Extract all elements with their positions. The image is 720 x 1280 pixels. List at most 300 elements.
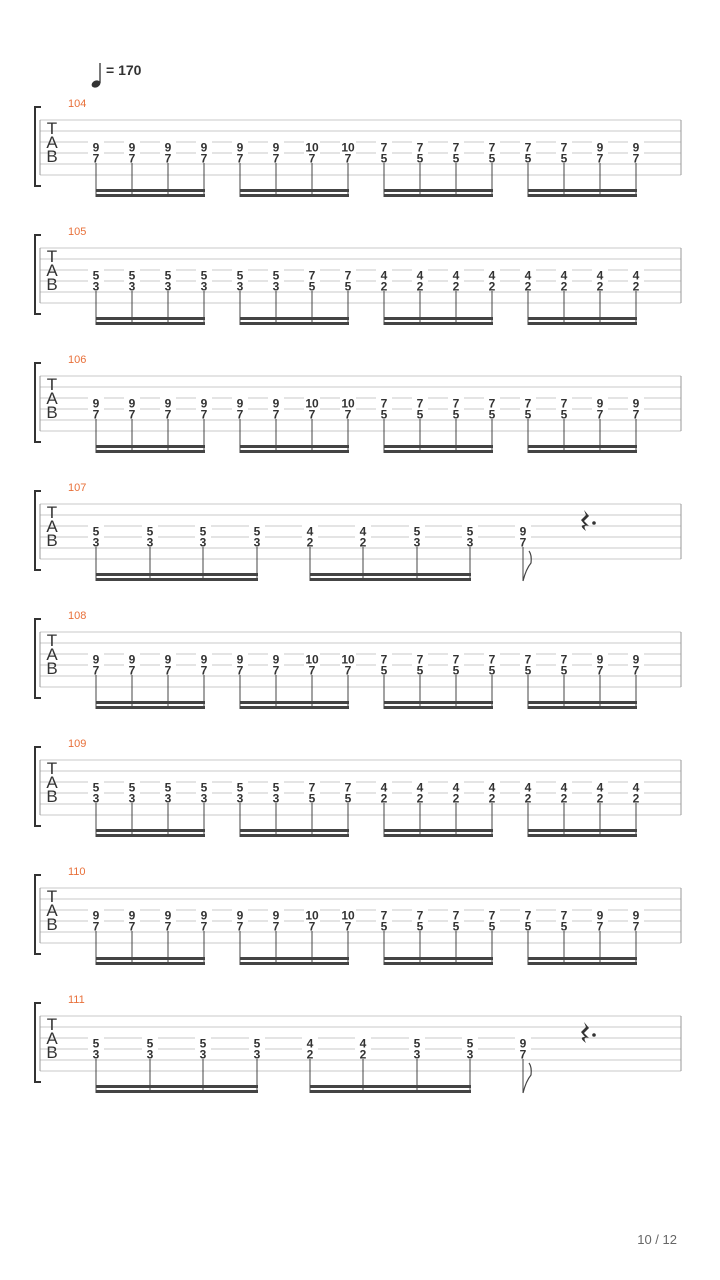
fret-number: 5: [560, 151, 568, 166]
beam: [240, 957, 349, 960]
fret-number: 9: [272, 652, 280, 667]
fret-number: 3: [92, 1047, 100, 1062]
tab-clef-letter: T: [46, 631, 58, 650]
fret-number: 5: [488, 663, 496, 678]
fret-number: 2: [359, 1047, 367, 1062]
fret-number: 4: [596, 268, 604, 283]
fret-number: 5: [466, 524, 474, 539]
fret-number: 3: [236, 279, 244, 294]
fret-number: 7: [164, 151, 172, 166]
fret-number: 7: [560, 396, 568, 411]
fret-number: 3: [253, 535, 261, 550]
fret-number: 9: [632, 908, 640, 923]
fret-number: 5: [146, 524, 154, 539]
fret-number: 7: [92, 663, 100, 678]
fret-number: 7: [416, 908, 424, 923]
fret-number: 7: [200, 919, 208, 934]
measure-number: 111: [68, 994, 85, 1006]
beam: [96, 834, 205, 837]
beam: [384, 962, 493, 965]
fret-number: 2: [306, 535, 314, 550]
fret-number: 5: [272, 268, 280, 283]
fret-number: 5: [413, 524, 421, 539]
beam: [384, 701, 493, 704]
quarter-rest-icon: [581, 510, 589, 531]
tab-clef-letter: B: [46, 659, 58, 678]
eighth-flag: [523, 551, 531, 581]
fret-number: 5: [416, 919, 424, 934]
tab-clef-letter: A: [46, 261, 58, 280]
fret-number: 9: [128, 396, 136, 411]
fret-number: 2: [416, 791, 424, 806]
beam: [240, 834, 349, 837]
fret-number: 7: [128, 919, 136, 934]
fret-number: 9: [596, 396, 604, 411]
tab-clef-letter: T: [46, 503, 58, 522]
fret-number: 2: [560, 791, 568, 806]
beam: [310, 1085, 471, 1088]
tab-system: [35, 994, 681, 1093]
tab-clef-letter: T: [46, 247, 58, 266]
fret-number: 9: [596, 652, 604, 667]
fret-number: 2: [416, 279, 424, 294]
fret-number: 7: [308, 919, 316, 934]
fret-number: 5: [128, 268, 136, 283]
fret-number: 4: [488, 268, 496, 283]
beam: [528, 322, 637, 325]
fret-number: 7: [488, 396, 496, 411]
fret-number: 5: [128, 780, 136, 795]
tab-clef-letter: A: [46, 645, 58, 664]
fret-number: 5: [560, 663, 568, 678]
fret-number: 7: [488, 652, 496, 667]
fret-number: 2: [488, 791, 496, 806]
fret-number: 9: [236, 140, 244, 155]
fret-number: 7: [200, 663, 208, 678]
fret-number: 4: [452, 268, 460, 283]
fret-number: 5: [416, 407, 424, 422]
fret-number: 4: [452, 780, 460, 795]
fret-number: 7: [344, 151, 352, 166]
tab-clef-letter: A: [46, 389, 58, 408]
fret-number: 5: [236, 780, 244, 795]
fret-number: 7: [272, 919, 280, 934]
fret-number: 4: [306, 1036, 314, 1051]
fret-number: 3: [413, 1047, 421, 1062]
fret-number: 3: [272, 279, 280, 294]
beam: [96, 957, 205, 960]
fret-number: 4: [416, 780, 424, 795]
fret-number: 5: [200, 268, 208, 283]
fret-number: 3: [466, 535, 474, 550]
beam: [96, 450, 205, 453]
fret-number: 5: [560, 407, 568, 422]
fret-number: 10: [341, 140, 355, 155]
fret-number: 3: [92, 535, 100, 550]
beam: [384, 706, 493, 709]
fret-number: 4: [632, 780, 640, 795]
beam: [310, 578, 471, 581]
fret-number: 7: [308, 663, 316, 678]
fret-number: 5: [452, 919, 460, 934]
fret-number: 9: [272, 140, 280, 155]
beam: [310, 573, 471, 576]
beam: [384, 834, 493, 837]
fret-number: 5: [380, 663, 388, 678]
fret-number: 5: [488, 919, 496, 934]
fret-number: 9: [632, 652, 640, 667]
beam: [240, 450, 349, 453]
beam: [96, 1090, 258, 1093]
fret-number: 2: [596, 279, 604, 294]
fret-number: 3: [92, 279, 100, 294]
fret-number: 3: [236, 791, 244, 806]
fret-number: 3: [164, 791, 172, 806]
fret-number: 10: [341, 652, 355, 667]
tab-clef-letter: A: [46, 133, 58, 152]
fret-number: 9: [92, 140, 100, 155]
fret-number: 9: [164, 396, 172, 411]
beam: [96, 706, 205, 709]
fret-number: 10: [305, 140, 319, 155]
fret-number: 7: [236, 151, 244, 166]
fret-number: 4: [416, 268, 424, 283]
tab-system: [35, 738, 681, 837]
beam: [528, 962, 637, 965]
fret-number: 9: [632, 140, 640, 155]
fret-number: 3: [92, 791, 100, 806]
beam: [96, 829, 205, 832]
fret-number: 9: [519, 524, 527, 539]
fret-number: 2: [632, 279, 640, 294]
fret-number: 7: [92, 407, 100, 422]
fret-number: 2: [452, 791, 460, 806]
tab-clef-letter: A: [46, 517, 58, 536]
fret-number: 9: [92, 396, 100, 411]
beam: [528, 957, 637, 960]
fret-number: 3: [128, 791, 136, 806]
fret-number: 2: [632, 791, 640, 806]
fret-number: 7: [519, 1047, 527, 1062]
beam: [240, 322, 349, 325]
measure-number: 110: [68, 866, 86, 878]
beam: [528, 701, 637, 704]
fret-number: 9: [200, 652, 208, 667]
tab-system: [35, 866, 681, 965]
fret-number: 2: [359, 535, 367, 550]
tab-clef-letter: A: [46, 1029, 58, 1048]
fret-number: 7: [632, 151, 640, 166]
tab-clef-letter: T: [46, 759, 58, 778]
fret-number: 7: [488, 140, 496, 155]
fret-number: 7: [452, 908, 460, 923]
tab-clef-letter: B: [46, 531, 58, 550]
fret-number: 7: [524, 396, 532, 411]
beam: [528, 445, 637, 448]
fret-number: 9: [164, 652, 172, 667]
fret-number: 5: [164, 268, 172, 283]
tab-clef-letter: T: [46, 119, 58, 138]
measure-number: 105: [68, 226, 87, 238]
fret-number: 7: [452, 652, 460, 667]
beam: [384, 445, 493, 448]
beam: [96, 317, 205, 320]
fret-number: 4: [524, 268, 532, 283]
fret-number: 5: [92, 780, 100, 795]
beam: [384, 829, 493, 832]
quarter-note-icon: [90, 63, 101, 89]
beam: [528, 834, 637, 837]
tab-clef-letter: B: [46, 403, 58, 422]
fret-number: 5: [560, 919, 568, 934]
fret-number: 7: [416, 652, 424, 667]
fret-number: 7: [524, 652, 532, 667]
fret-number: 7: [272, 663, 280, 678]
beam: [384, 189, 493, 192]
tab-system: [35, 610, 681, 709]
fret-number: 2: [380, 279, 388, 294]
fret-number: 2: [488, 279, 496, 294]
fret-number: 5: [524, 919, 532, 934]
fret-number: 7: [596, 663, 604, 678]
fret-number: 9: [272, 396, 280, 411]
fret-number: 3: [199, 535, 207, 550]
fret-number: 9: [632, 396, 640, 411]
fret-number: 3: [200, 279, 208, 294]
fret-number: 7: [452, 140, 460, 155]
fret-number: 7: [524, 908, 532, 923]
rest-dot: [592, 1033, 596, 1037]
fret-number: 7: [519, 535, 527, 550]
fret-number: 9: [236, 908, 244, 923]
fret-number: 7: [200, 407, 208, 422]
fret-number: 4: [560, 268, 568, 283]
fret-number: 7: [308, 268, 316, 283]
fret-number: 5: [524, 407, 532, 422]
fret-number: 7: [92, 151, 100, 166]
fret-number: 5: [253, 524, 261, 539]
fret-number: 5: [380, 151, 388, 166]
beam: [96, 194, 205, 197]
fret-number: 4: [524, 780, 532, 795]
fret-number: 7: [344, 663, 352, 678]
fret-number: 7: [308, 780, 316, 795]
fret-number: 9: [128, 140, 136, 155]
fret-number: 9: [236, 652, 244, 667]
fret-number: 5: [344, 279, 352, 294]
fret-number: 9: [596, 140, 604, 155]
fret-number: 7: [596, 919, 604, 934]
fret-number: 7: [488, 908, 496, 923]
eighth-flag: [523, 1063, 531, 1093]
fret-number: 7: [416, 396, 424, 411]
fret-number: 4: [359, 1036, 367, 1051]
tab-clef-letter: B: [46, 915, 58, 934]
rest-dot: [592, 521, 596, 525]
fret-number: 7: [236, 407, 244, 422]
beam: [384, 194, 493, 197]
fret-number: 5: [164, 780, 172, 795]
fret-number: 5: [199, 524, 207, 539]
tab-clef-letter: B: [46, 787, 58, 806]
tab-system: [35, 226, 681, 325]
fret-number: 5: [380, 919, 388, 934]
fret-number: 7: [560, 652, 568, 667]
beam: [528, 189, 637, 192]
fret-number: 9: [128, 908, 136, 923]
fret-number: 5: [146, 1036, 154, 1051]
fret-number: 5: [452, 407, 460, 422]
fret-number: 2: [380, 791, 388, 806]
fret-number: 5: [466, 1036, 474, 1051]
fret-number: 5: [413, 1036, 421, 1051]
fret-number: 5: [272, 780, 280, 795]
fret-number: 7: [272, 151, 280, 166]
fret-number: 4: [380, 268, 388, 283]
fret-number: 5: [524, 663, 532, 678]
fret-number: 5: [344, 791, 352, 806]
fret-number: 7: [92, 919, 100, 934]
beam: [96, 573, 258, 576]
fret-number: 3: [200, 791, 208, 806]
fret-number: 3: [164, 279, 172, 294]
fret-number: 2: [524, 279, 532, 294]
beam: [240, 189, 349, 192]
fret-number: 9: [92, 908, 100, 923]
fret-number: 2: [306, 1047, 314, 1062]
fret-number: 5: [200, 780, 208, 795]
fret-number: 7: [380, 396, 388, 411]
beam: [240, 194, 349, 197]
fret-number: 3: [413, 535, 421, 550]
fret-number: 4: [560, 780, 568, 795]
fret-number: 7: [452, 396, 460, 411]
fret-number: 9: [200, 908, 208, 923]
fret-number: 7: [164, 663, 172, 678]
fret-number: 7: [560, 140, 568, 155]
fret-number: 7: [632, 919, 640, 934]
fret-number: 10: [305, 908, 319, 923]
fret-number: 5: [416, 151, 424, 166]
fret-number: 9: [519, 1036, 527, 1051]
fret-number: 5: [380, 407, 388, 422]
fret-number: 5: [488, 151, 496, 166]
fret-number: 7: [128, 663, 136, 678]
fret-number: 5: [452, 663, 460, 678]
fret-number: 7: [632, 663, 640, 678]
beam: [528, 450, 637, 453]
fret-number: 7: [596, 407, 604, 422]
fret-number: 7: [344, 268, 352, 283]
measure-number: 108: [68, 610, 87, 622]
tab-clef-letter: B: [46, 1043, 58, 1062]
fret-number: 3: [146, 535, 154, 550]
tab-system: [35, 354, 681, 453]
tab-system: [35, 482, 681, 581]
fret-number: 5: [308, 791, 316, 806]
beam: [384, 450, 493, 453]
beam: [96, 701, 205, 704]
fret-number: 7: [272, 407, 280, 422]
beam: [384, 317, 493, 320]
fret-number: 10: [341, 396, 355, 411]
fret-number: 7: [128, 407, 136, 422]
beam: [528, 194, 637, 197]
fret-number: 5: [92, 268, 100, 283]
tab-clef-letter: T: [46, 887, 58, 906]
measure-number: 106: [68, 354, 87, 366]
fret-number: 7: [344, 407, 352, 422]
beam: [96, 1085, 258, 1088]
fret-number: 7: [164, 919, 172, 934]
beam: [240, 829, 349, 832]
fret-number: 4: [596, 780, 604, 795]
fret-number: 9: [92, 652, 100, 667]
fret-number: 5: [253, 1036, 261, 1051]
tab-clef-letter: T: [46, 1015, 58, 1034]
fret-number: 5: [236, 268, 244, 283]
beam: [240, 962, 349, 965]
beam: [96, 189, 205, 192]
tab-clef-letter: T: [46, 375, 58, 394]
fret-number: 4: [306, 524, 314, 539]
fret-number: 9: [128, 652, 136, 667]
tab-clef-letter: A: [46, 773, 58, 792]
fret-number: 7: [380, 908, 388, 923]
fret-number: 5: [92, 524, 100, 539]
fret-number: 4: [359, 524, 367, 539]
tab-clef-letter: B: [46, 275, 58, 294]
fret-number: 5: [488, 407, 496, 422]
measure-number: 109: [68, 738, 87, 750]
fret-number: 7: [380, 652, 388, 667]
fret-number: 9: [200, 396, 208, 411]
fret-number: 9: [164, 908, 172, 923]
tab-clef-letter: B: [46, 147, 58, 166]
fret-number: 9: [164, 140, 172, 155]
fret-number: 9: [272, 908, 280, 923]
fret-number: 10: [305, 652, 319, 667]
beam: [96, 578, 258, 581]
fret-number: 4: [380, 780, 388, 795]
fret-number: 4: [632, 268, 640, 283]
beam: [96, 322, 205, 325]
fret-number: 10: [341, 908, 355, 923]
fret-number: 3: [128, 279, 136, 294]
fret-number: 7: [236, 663, 244, 678]
tempo-marking: [90, 62, 141, 89]
tempo-text: = 170: [106, 62, 142, 78]
fret-number: 5: [524, 151, 532, 166]
fret-number: 9: [596, 908, 604, 923]
fret-number: 2: [452, 279, 460, 294]
beam: [240, 317, 349, 320]
beam: [384, 322, 493, 325]
beam: [528, 317, 637, 320]
fret-number: 7: [524, 140, 532, 155]
beam: [384, 957, 493, 960]
measure-number: 104: [68, 98, 87, 110]
quarter-rest-icon: [581, 1022, 589, 1043]
fret-number: 7: [164, 407, 172, 422]
fret-number: 9: [236, 396, 244, 411]
beam: [96, 445, 205, 448]
fret-number: 7: [344, 919, 352, 934]
fret-number: 7: [128, 151, 136, 166]
fret-number: 7: [308, 151, 316, 166]
beam: [528, 706, 637, 709]
fret-number: 7: [416, 140, 424, 155]
